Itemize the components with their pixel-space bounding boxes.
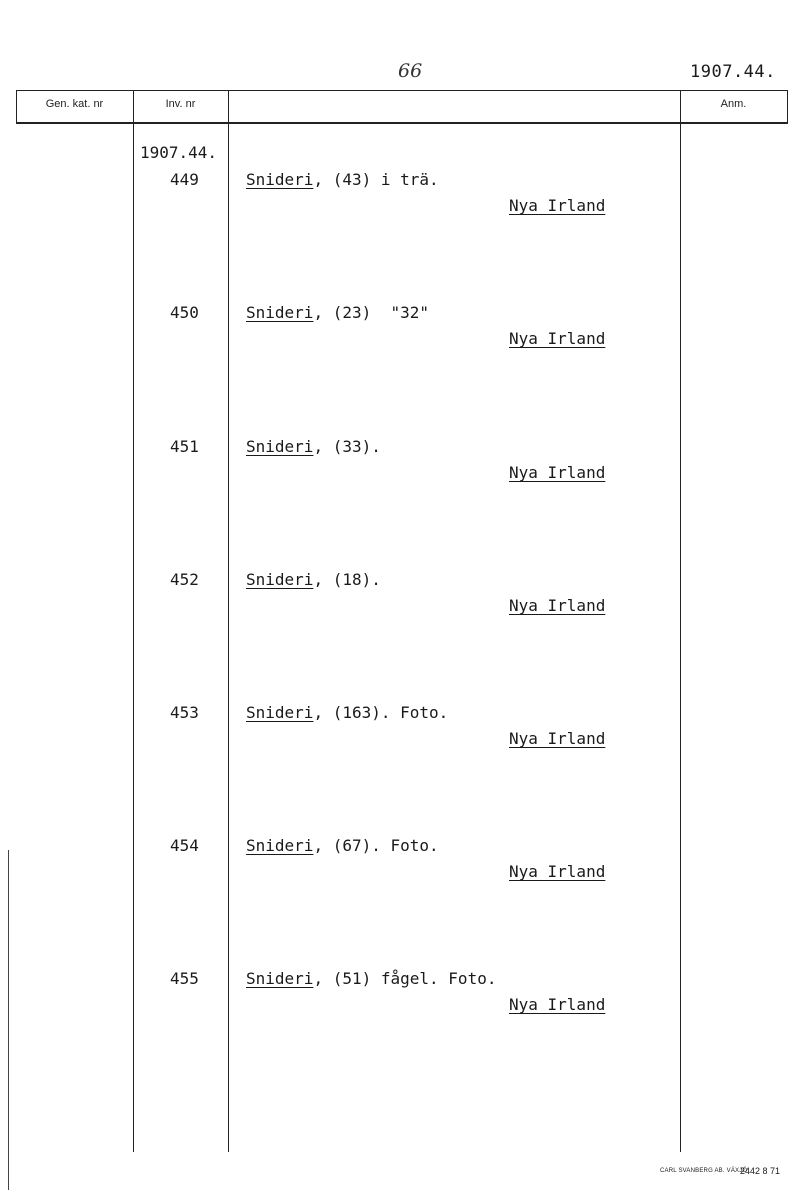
entry-description: [246, 570, 381, 589]
object-details: , (33).: [313, 437, 381, 456]
object-details: , (163). Foto.: [313, 703, 449, 722]
catalog-entry: [0, 170, 795, 230]
place-name: Nya Irland: [509, 862, 606, 881]
object-name: Snideri: [246, 836, 314, 855]
column-header-gen-kat: Gen. kat. nr: [45, 98, 104, 110]
entry-description: [246, 170, 439, 189]
object-name: Snideri: [246, 170, 314, 189]
inv-number: 454: [170, 836, 199, 855]
page-number: 66: [398, 60, 423, 82]
catalog-entry: [0, 570, 795, 630]
table-right-border: [787, 90, 788, 124]
column-header-inv: Inv. nr: [165, 98, 196, 110]
entry-description: [246, 969, 496, 988]
place-name: Nya Irland: [509, 329, 606, 348]
object-details: , (18).: [313, 570, 381, 589]
entry-description: [246, 703, 448, 722]
entry-description: [246, 303, 429, 322]
inv-number: 449: [170, 170, 199, 189]
place-name: Nya Irland: [509, 463, 606, 482]
inv-number: 452: [170, 570, 199, 589]
catalog-entry: [0, 303, 795, 363]
object-name: Snideri: [246, 570, 314, 589]
catalog-entry: [0, 437, 795, 497]
object-name: Snideri: [246, 703, 314, 722]
object-name: Snideri: [246, 969, 314, 988]
object-details: , (23) "32": [313, 303, 430, 322]
place-name: Nya Irland: [509, 995, 606, 1014]
object-details: , (51) fågel. Foto.: [313, 969, 497, 988]
table-header-rule: [16, 122, 788, 124]
object-details: , (43) i trä.: [313, 170, 439, 189]
form-code: 2442 8 71: [740, 1166, 781, 1176]
place-name: Nya Irland: [509, 596, 606, 615]
collection-header: 1907.44.: [140, 143, 218, 162]
column-header-anm: Anm.: [720, 98, 747, 110]
inv-number: 455: [170, 969, 199, 988]
printer-imprint: CARL SVANBERG AB. VÄXJÖ: [660, 1168, 748, 1174]
entry-description: [246, 437, 381, 456]
table-top-rule: [16, 90, 788, 91]
catalog-entry: [0, 703, 795, 763]
inv-number: 451: [170, 437, 199, 456]
place-name: Nya Irland: [509, 196, 606, 215]
object-name: Snideri: [246, 437, 314, 456]
catalog-entry: [0, 836, 795, 896]
entry-description: [246, 836, 439, 855]
catalog-code: 1907.44.: [690, 62, 776, 82]
page-edge-line: [8, 850, 9, 1190]
inv-number: 453: [170, 703, 199, 722]
inv-number: 450: [170, 303, 199, 322]
object-name: Snideri: [246, 303, 314, 322]
place-name: Nya Irland: [509, 729, 606, 748]
catalog-entry: [0, 969, 795, 1029]
object-details: , (67). Foto.: [313, 836, 439, 855]
